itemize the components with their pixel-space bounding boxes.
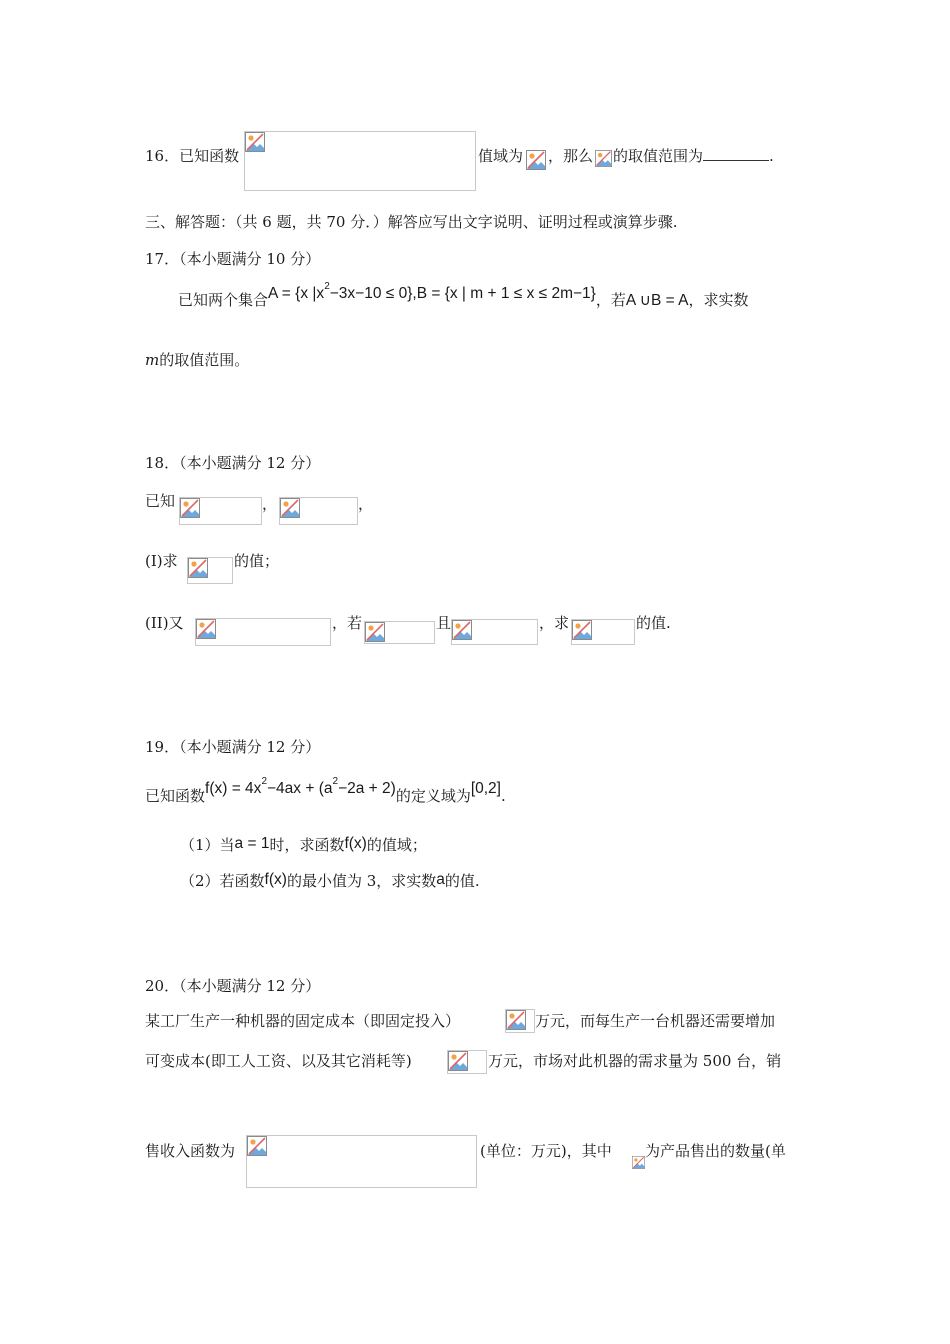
q17-line2 (145, 350, 249, 370)
broken-image-icon (506, 1010, 526, 1030)
q20-variable-cost-image (447, 1050, 487, 1074)
q20-header: 20．（本小题满分 12 分） (145, 977, 321, 995)
q19-function-math: $f(x) = 4x^2-4ax + (a^2-2a + 2)$ (205, 776, 396, 797)
q20-var-image (632, 1152, 645, 1171)
q16-end: . (769, 147, 774, 165)
q19-part2-a: a (436, 871, 445, 888)
q16-range-image (526, 150, 546, 170)
q16-prefix: 16．已知函数 (145, 147, 240, 165)
q17-sets-math: A = {x $|x^2-3x-10 \le 0\},B = \{x$ | m + 1 ≤ x ≤ 2m−1} (268, 281, 596, 302)
q20-line2-b: 万元，市场对此机器的需求量为 500 台，销 (488, 1052, 782, 1070)
q18-header: 18．（本小题满分 12 分） (145, 454, 321, 472)
broken-image-icon (245, 132, 265, 152)
q18-part2-and: 且 (436, 614, 452, 632)
q17-if-text: ，若 (595, 291, 626, 309)
q18-part1-image (187, 557, 233, 584)
q19-domain-math: [0,2] (470, 780, 501, 797)
q18-given-image-1 (179, 497, 262, 525)
q19-part2: （2）若函数f(x)的最小值为 3，求实数a的值. (180, 871, 480, 890)
q20-fixed-cost-image (505, 1009, 535, 1033)
broken-image-icon (188, 558, 208, 578)
broken-image-icon (280, 498, 300, 518)
q20-line1-a: 某工厂生产一种机器的固定成本（即固定投入） (145, 1012, 461, 1030)
section-3-heading: 三、解答题：（共 6 题，共 70 分．）解答应写出文字说明、证明过程或演算步骤. (145, 213, 678, 231)
q19-end: . (501, 787, 506, 805)
q19-header: 19．（本小题满分 12 分） (145, 738, 321, 756)
q19-domain-text: 的定义域为 (395, 787, 471, 805)
q18-part1-prefix: (I)求 (145, 552, 178, 570)
q19-part1: （1）当a = 1时，求函数f(x)的值域； (180, 835, 427, 854)
broken-image-icon (247, 1136, 267, 1156)
q18-part2-find: ，求 (539, 614, 570, 632)
q18-comma-1: ， (262, 495, 278, 513)
q17-var-m: m (145, 351, 160, 369)
broken-image-icon (365, 622, 385, 642)
q17-find-text: ，求实数 (688, 291, 749, 309)
broken-image-icon (572, 620, 592, 640)
q16-range-label: 值域为 (478, 147, 524, 165)
q18-part2-image-2 (364, 621, 435, 644)
broken-image-icon (526, 150, 546, 170)
q18-part2-suffix: 的值. (636, 614, 671, 632)
q17-header: 17．（本小题满分 10 分） (145, 250, 321, 268)
q19-part1-a-eq-1: a = 1 (234, 835, 270, 852)
q18-part2-if: ，若 (332, 614, 363, 632)
q20-line3-a: 售收入函数为 (145, 1142, 236, 1160)
q18-part2-image-1 (195, 618, 331, 646)
broken-image-icon (448, 1051, 468, 1071)
broken-image-icon (632, 1156, 645, 1169)
broken-image-icon (196, 619, 216, 639)
q19-part2-fx: f(x) (264, 871, 287, 888)
q17-line1 (178, 281, 749, 313)
q18-part2-image-3 (451, 619, 538, 645)
q18-part2-prefix: (II)又 (145, 614, 184, 632)
q16-var-image (595, 150, 612, 170)
q18-comma-2: ， (358, 495, 374, 513)
q20-line1-b: 万元，而每生产一台机器还需要增加 (535, 1012, 776, 1030)
broken-image-icon (595, 150, 612, 167)
q16-range-text: 的取值范围为 (613, 147, 704, 165)
q20-line3-b: (单位：万元)，其中 (480, 1142, 612, 1160)
q18-given-image-2 (279, 497, 358, 525)
q16-function-image (244, 131, 476, 191)
q19-line1 (145, 776, 506, 809)
q17-union-math: A ∪B = A (625, 292, 689, 309)
q19-prefix: 已知函数 (145, 787, 206, 805)
q19-part1-fx: f(x) (344, 835, 367, 852)
q18-part2-image-4 (571, 619, 635, 645)
q20-line3-c: 为产品售出的数量(单 (645, 1142, 786, 1160)
q17-prefix: 已知两个集合 (178, 291, 269, 309)
q20-revenue-function-image (246, 1135, 477, 1188)
q17-line2-text: 的取值范围。 (159, 351, 250, 369)
q18-given: 已知 (145, 492, 176, 510)
answer-blank (703, 146, 769, 161)
q20-line2-a: 可变成本(即工人工资、以及其它消耗等) (145, 1052, 412, 1070)
broken-image-icon (452, 620, 472, 640)
broken-image-icon (180, 498, 200, 518)
q16-then-text: ，那么 (548, 147, 594, 165)
q16-range-question (613, 146, 774, 166)
q18-part1-suffix: 的值； (234, 552, 280, 570)
